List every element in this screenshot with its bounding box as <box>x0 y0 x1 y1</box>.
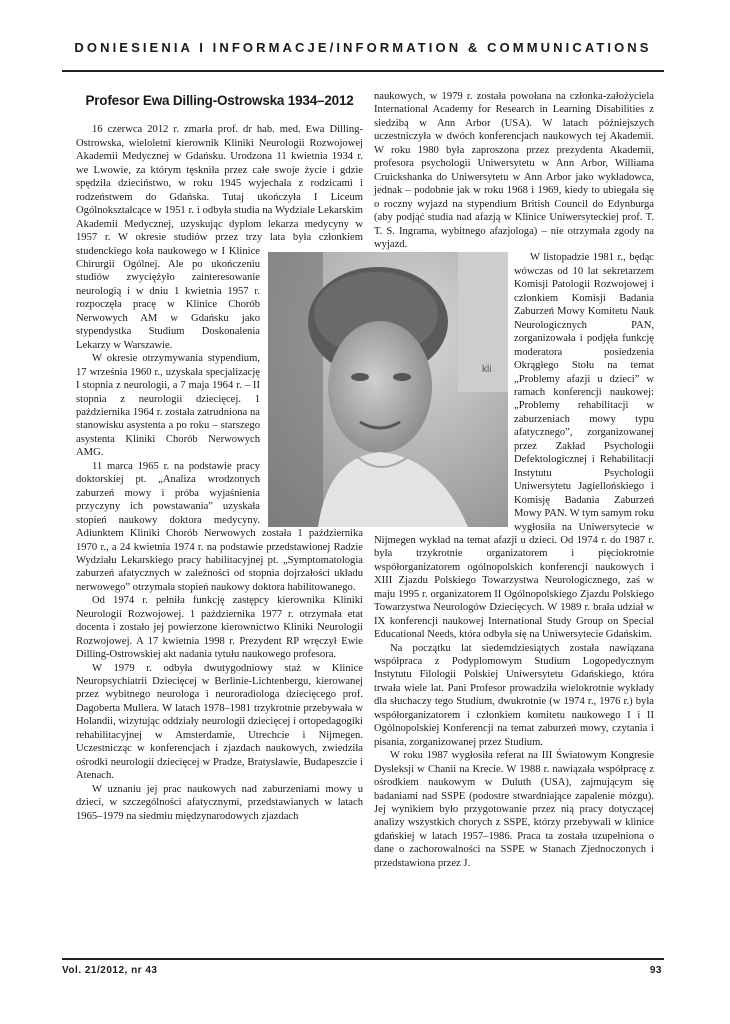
paragraph: Na początku lat siedemdziesiątych została nawiązana współpraca z Podyplomowym Studium Logopedycznym Instytutu Filologii Polskiej Uniwersytetu Gdańskiego, która trwała wiele lat. Pani Profesor prowadziła wielokrotnie wykłady dla słuchaczy tego Studium, dwukrotnie (w 1974 r., 1976 r.) była współorganizatorem i członkiem komitetu naukowego I i II Ogólnopolskiej Konferencji na temat zaburzeń mowy, czytania i pisania, zorganizowanej przez Studium. <box>374 642 654 748</box>
header-rule <box>62 70 664 72</box>
article-title: Profesor Ewa Dilling-Ostrowska 1934–2012 <box>85 93 354 108</box>
photo-wrap-spacer <box>260 252 363 527</box>
paragraph: W roku 1987 wygłosiła referat na III Światowym Kongresie Dysleksji w Chanii na Krecie. W 1988 r. nawiązała współpracę z ośrodkiem naukowym w Duluth (USA), zajmującym się badaniami nad SSPE (podostre stwardniające zapalenie mózgu). Jej wynikiem było przygotowanie przez nią pracy dotyczącej analizy wszystkich chorych z SSPE, którzy przebywali w klinice gdańskiej w latach 1957–1986. Praca ta została uzupełniona o dane o zachorowalności na SSPE w Stanach Zjednoczonych i przedstawiona przez J. <box>374 750 654 869</box>
page-number: 93 <box>649 965 662 976</box>
paragraph: Od 1974 r. pełniła funkcję zastępcy kierownika Kliniki Neurologii Rozwojowej. 1 października 1977 r. otrzymała etat docenta i zostało jej powierzone kierownictwo Kliniki Neurologii Rozwojowej. A 17 kwietnia 1998 r. Prezydent RP wręczył Ewie Dilling-Ostrowskiej akt nadania tytułu naukowego profesora. <box>76 595 363 661</box>
paragraph: W 1979 r. odbyła dwutygodniowy staż w Klinice Neuropsychiatrii Dziecięcej w Berlinie-Lichtenbergu, kierowanej przez wybitnego neurologa i neuroradiologa dziecięcego prof. Dagoberta Mullera. W latach 1978–1981 trzykrotnie przebywała w Holandii, wizytując oddziały neurologii dziecięcej i ortopedagogiki rehabilitacyjnej w Amsterdamie, Utrechcie i Nijmegen. Uczestnicząc w konferencjach i zjazdach naukowych, zwiedziła ośrodki neurologii dziecięcej w Pradze, Bratysławie, Budapeszcie i Atenach. <box>76 662 363 782</box>
running-header: DONIESIENIA I INFORMACJE/INFORMATION & COMMUNICATIONS <box>74 40 652 55</box>
footer-rule <box>62 958 664 960</box>
volume-info: Vol. 21/2012, nr 43 <box>62 965 158 976</box>
photo-wrap-spacer <box>374 252 514 527</box>
paragraph: W uznaniu jej prac naukowych nad zaburzeniami mowy u dzieci, w szczególności afatycznymi, przedstawianych w latach 1965–1979 na siedmiu międzynarodowych zjazdach <box>76 783 363 822</box>
paragraph: 11 marca 1965 r. na podstawie pracy doktorskiej pt. „Analiza wrodzonych zaburzeń mowy i próba wyjaśnienia przyczyny ich powstawania” uzyskała stopień naukowy doktora medycyny. Adiunktem Kliniki Chorób Nerwowych została 1 października 1970 r., a 24 kwietnia 1974 r. na podstawie przedstawionej Radzie Wydziału Lekarskiego pracy habilitacyjnej pt. „Symptomatologia zaburzeń afatycznych w zależności od stopnia dojrzałości układu nerwowego” otrzymała stopień naukowy doktora habilitowanego. <box>76 460 363 593</box>
left-column <box>76 90 363 823</box>
paragraph: W listopadzie 1981 r., będąc wówczas od 10 lat sekretarzem Komisji Patologii Rozwojowej i członkiem Komisji Badania Zaburzeń Mowy Komitetu Nauk Neurologicznych PAN, zorganizowała i podjęła funkcję moderatora posiedzenia Okrągłego Stołu na temat „Problemy afazji u dzieci” w ramach konferencji naukowej: „Problemy rehabilitacji w zaburzeniach mowy typu afatycznego”, zorganizowanej przez Zakład Psychologii Defektologicznej i Rehabilitacji Instytutu Psychologii Uniwersytetu Jagiellońskiego i Komisję Badania Zaburzeń Mowy PAN. W tym samym roku wygłosiła na Uniwersytecie w Nijmegen wykład na temat afazji u dzieci. Od 1974 r. do 1987 r. była trzykrotnie organizatorem i pięciokrotnie współorganizatorem ogólnopolskich konferencji naukowych i XIII Zjazdu Polskiego Towarzystwa Neurologicznego, zaś w maju 1995 r. organizatorem II Ogólnopolskiego Zjazdu Polskiego Towarzystwa Neurologów Dziecięcych. W 1989 r. brała udział w IX konferencji naukowej International Study Group on Special Educational Needs, która odbyła się na Uniwersytecie Gdańskim. <box>374 252 654 641</box>
paragraph: W okresie otrzymywania stypendium, 17 września 1960 r., uzyskała specjalizację I stopnia z neurologii, a 7 maja 1964 r. – II stopnia z neurologii dziecięcej. 1 października 1964 r. została zatrudniona na stanowisku asystenta a po roku – starszego asystenta Kliniki Chorób Nerwowych AMG. <box>76 353 260 459</box>
right-column <box>374 90 654 870</box>
paragraph: 16 czerwca 2012 r. zmarła prof. dr hab. med. Ewa Dilling-Ostrowska, wieloletni kierownik Kliniki Neurologii Rozwojowej Akademii Medycznej w Gdańsku. Urodzona 11 kwietnia 1934 r. we Lwowie, za którym tęskniła przez całe swoje życie i gdzie spędziła dzieciństwo, w roku 1945 wyjechała z rodzicami i rodzeństwem do Gdańska. Tutaj ukończyła I Liceum Ogólnokształcące w 1951 r. i odbyła studia na Wydziale Lekarskim Akademii Medycznej, uzyskując dyplom lekarza medycyny w 1957 r. W okresie studiów przez trzy lata była członkiem studenckiego koła naukowego w I Klinice Chirurgii Ogólnej. Ale po ukończeniu studiów zwyciężyło zainteresowanie neurologią i w dniu 1 kwietnia 1957 r. rozpoczęła pracę w Klinice Chorób Nerwowych AM w Gdańsku jako stypendystka Studium Doskonalenia Lekarzy w Warszawie. <box>76 124 363 351</box>
paragraph: naukowych, w 1979 r. została powołana na członka-założyciela International Academy for Research in Learning Disabilities z siedzibą w Ann Arbor (USA). W latach późniejszych uczestniczyła w dwóch konferencjach naukowych tej Akademii. W roku 1980 była zaproszona przez prezydenta Akademii, profesora psychologii Uniwersytetu w Ann Arbor, Williama Cruickshanka do Uniwersytetu w Ann Arbor jako wykładowca, jednak – podobnie jak w roku 1968 i 1969, kiedy to ubiegała się o roczny wyjazd na stypendium British Council do Edynburga (aby podjąć studia nad afazją w Klinice Uniwersyteckiej prof. T. T. S. Ingrama, wybitnego afazjologa) – nie otrzymała zgody na wyjazd. <box>374 91 654 250</box>
svg-text:kli: kli <box>482 364 492 375</box>
